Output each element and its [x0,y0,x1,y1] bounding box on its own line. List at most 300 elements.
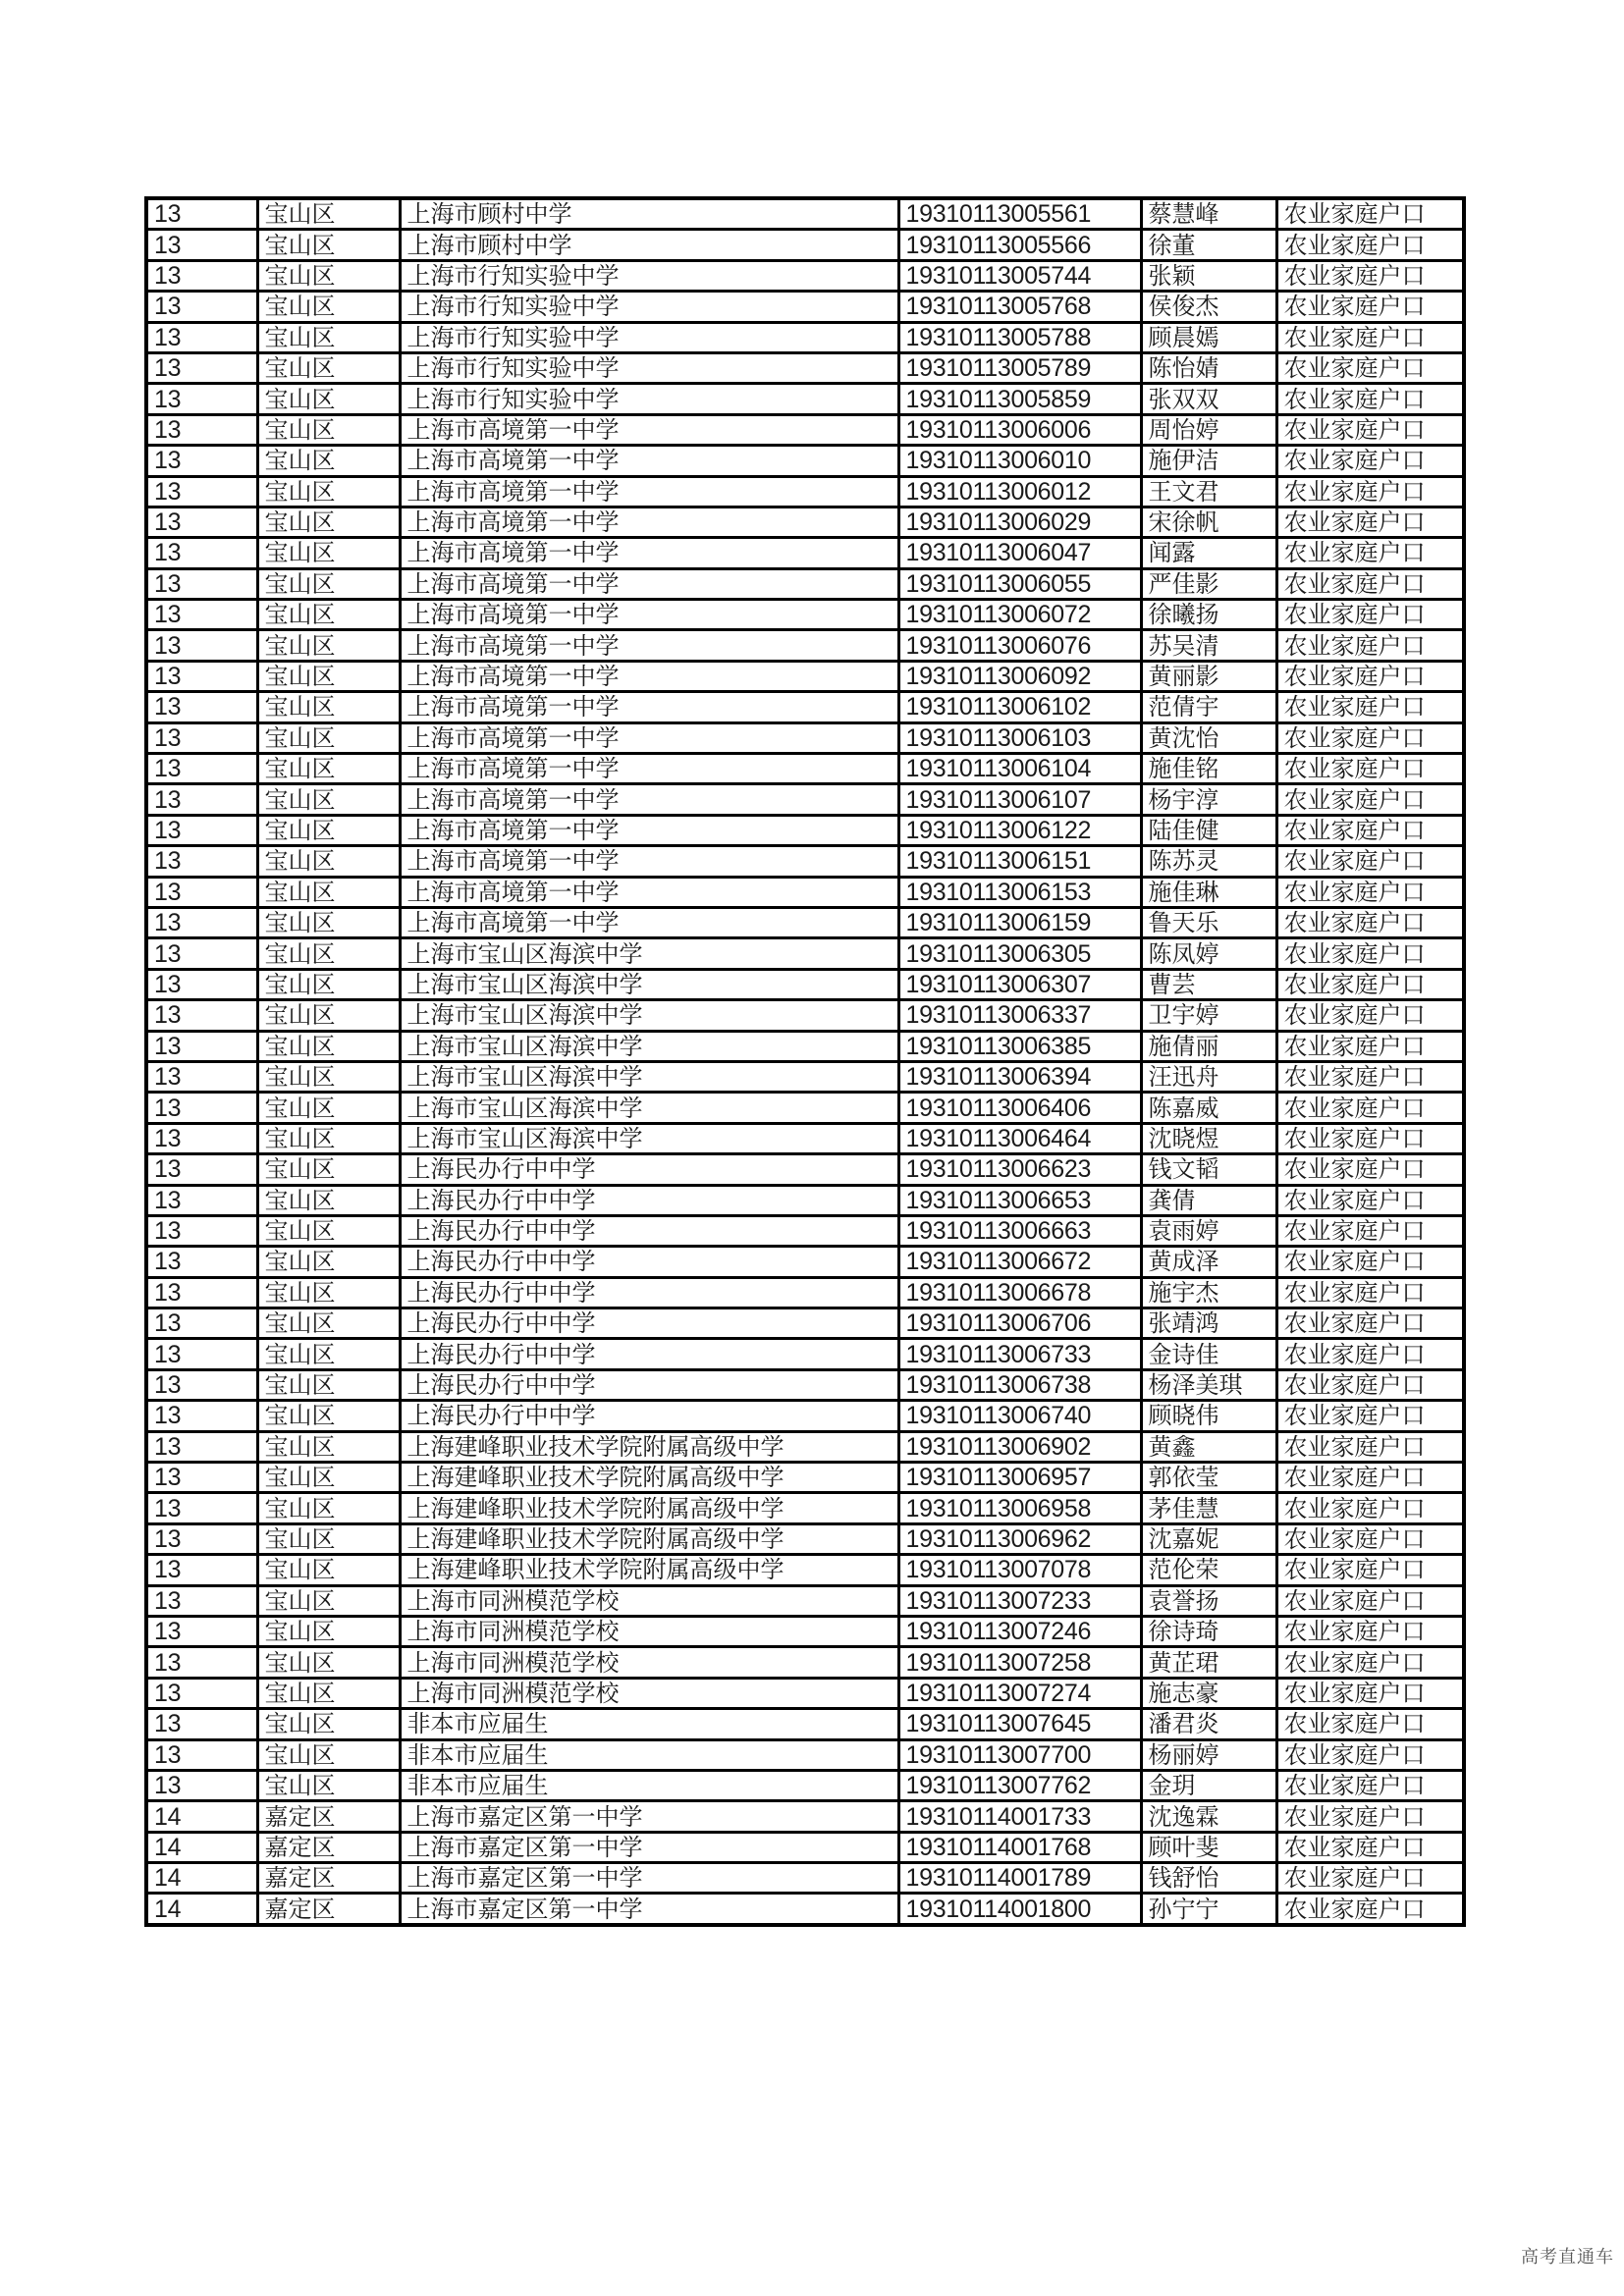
student-name-cell: 黄芷珺 [1141,1647,1276,1678]
exam-id-cell: 19310113007246 [898,1616,1141,1646]
district-code-cell: 13 [146,476,257,507]
student-name-cell: 沈晓煜 [1141,1123,1276,1153]
table-row [146,538,1464,568]
table-row [146,568,1464,599]
hukou-type-cell: 农业家庭户口 [1276,1061,1464,1092]
district-cell: 宝山区 [257,877,400,907]
exam-id-cell: 19310113007700 [898,1739,1141,1770]
student-name-cell: 沈逸霖 [1141,1801,1276,1832]
school-cell: 上海市高境第一中学 [400,815,898,845]
student-name-cell: 潘君炎 [1141,1709,1276,1739]
exam-id-cell: 19310113006151 [898,846,1141,877]
school-cell: 上海市同洲模范学校 [400,1616,898,1646]
hukou-type-cell: 农业家庭户口 [1276,815,1464,845]
exam-id-cell: 19310113006385 [898,1031,1141,1061]
student-name-cell: 鲁天乐 [1141,907,1276,937]
district-code-cell: 13 [146,352,257,383]
student-name-cell: 汪迅舟 [1141,1061,1276,1092]
hukou-type-cell: 农业家庭户口 [1276,1463,1464,1493]
table-row [146,846,1464,877]
exam-id-cell: 19310113006406 [898,1093,1141,1123]
student-name-cell: 徐诗琦 [1141,1616,1276,1646]
roster-body [146,198,1464,1925]
district-cell: 宝山区 [257,1523,400,1554]
exam-id-cell: 19310113006107 [898,784,1141,815]
table-row [146,1647,1464,1678]
district-code-cell: 13 [146,692,257,722]
district-cell: 宝山区 [257,1493,400,1523]
exam-id-cell: 19310113006394 [898,1061,1141,1092]
district-cell: 宝山区 [257,352,400,383]
table-row [146,1308,1464,1339]
district-code-cell: 13 [146,1555,257,1585]
school-cell: 上海市宝山区海滨中学 [400,1061,898,1092]
hukou-type-cell: 农业家庭户口 [1276,1493,1464,1523]
school-cell: 上海市行知实验中学 [400,352,898,383]
school-cell: 上海市高境第一中学 [400,661,898,691]
district-cell: 宝山区 [257,1401,400,1431]
school-cell: 上海市嘉定区第一中学 [400,1894,898,1925]
student-name-cell: 施宇杰 [1141,1277,1276,1308]
student-name-cell: 施倩丽 [1141,1031,1276,1061]
school-cell: 上海市高境第一中学 [400,907,898,937]
district-code-cell: 13 [146,754,257,784]
exam-id-cell: 19310113006653 [898,1185,1141,1215]
school-cell: 上海市嘉定区第一中学 [400,1801,898,1832]
exam-id-cell: 19310113006159 [898,907,1141,937]
table-row [146,754,1464,784]
student-name-cell: 施伊洁 [1141,446,1276,476]
district-cell: 宝山区 [257,1093,400,1123]
district-cell: 宝山区 [257,1585,400,1616]
school-cell: 上海民办行中中学 [400,1339,898,1369]
school-cell: 上海市嘉定区第一中学 [400,1832,898,1862]
table-row [146,1154,1464,1185]
table-row [146,384,1464,414]
district-code-cell: 13 [146,384,257,414]
hukou-type-cell: 农业家庭户口 [1276,322,1464,352]
district-cell: 宝山区 [257,198,400,230]
school-cell: 上海市宝山区海滨中学 [400,1000,898,1031]
student-name-cell: 施志豪 [1141,1678,1276,1708]
school-cell: 上海市行知实验中学 [400,322,898,352]
student-name-cell: 王文君 [1141,476,1276,507]
exam-id-cell: 19310113006733 [898,1339,1141,1369]
hukou-type-cell: 农业家庭户口 [1276,446,1464,476]
table-row [146,1678,1464,1708]
student-name-cell: 严佳影 [1141,568,1276,599]
hukou-type-cell: 农业家庭户口 [1276,1863,1464,1894]
table-row [146,1801,1464,1832]
school-cell: 上海市宝山区海滨中学 [400,969,898,999]
hukou-type-cell: 农业家庭户口 [1276,1308,1464,1339]
student-name-cell: 杨泽美琪 [1141,1369,1276,1400]
school-cell: 上海市宝山区海滨中学 [400,1093,898,1123]
exam-id-cell: 19310113006957 [898,1463,1141,1493]
table-row [146,1123,1464,1153]
school-cell: 上海市高境第一中学 [400,754,898,784]
exam-id-cell: 19310113005788 [898,322,1141,352]
hukou-type-cell: 农业家庭户口 [1276,1093,1464,1123]
hukou-type-cell: 农业家庭户口 [1276,1154,1464,1185]
table-row [146,1863,1464,1894]
exam-id-cell: 19310113005744 [898,260,1141,291]
hukou-type-cell: 农业家庭户口 [1276,1678,1464,1708]
student-name-cell: 宋徐帆 [1141,507,1276,537]
table-row [146,1555,1464,1585]
student-name-cell: 范伦荣 [1141,1555,1276,1585]
district-cell: 宝山区 [257,630,400,661]
table-row [146,1431,1464,1462]
district-cell: 宝山区 [257,1616,400,1646]
district-code-cell: 13 [146,322,257,352]
district-code-cell: 14 [146,1894,257,1925]
district-code-cell: 13 [146,1585,257,1616]
district-cell: 宝山区 [257,1678,400,1708]
hukou-type-cell: 农业家庭户口 [1276,630,1464,661]
district-code-cell: 13 [146,1647,257,1678]
hukou-type-cell: 农业家庭户口 [1276,1401,1464,1431]
district-cell: 宝山区 [257,1031,400,1061]
district-cell: 宝山区 [257,1555,400,1585]
exam-id-cell: 19310113006738 [898,1369,1141,1400]
exam-id-cell: 19310114001789 [898,1863,1141,1894]
exam-id-cell: 19310113006103 [898,722,1141,753]
district-code-cell: 14 [146,1832,257,1862]
student-name-cell: 金诗佳 [1141,1339,1276,1369]
district-cell: 宝山区 [257,600,400,630]
student-name-cell: 张靖鸿 [1141,1308,1276,1339]
district-code-cell: 13 [146,846,257,877]
district-code-cell: 13 [146,1523,257,1554]
hukou-type-cell: 农业家庭户口 [1276,507,1464,537]
exam-id-cell: 19310113006055 [898,568,1141,599]
district-cell: 宝山区 [257,1770,400,1800]
hukou-type-cell: 农业家庭户口 [1276,1215,1464,1246]
table-row [146,969,1464,999]
exam-id-cell: 19310113007258 [898,1647,1141,1678]
district-cell: 嘉定区 [257,1894,400,1925]
table-row [146,815,1464,845]
table-row [146,600,1464,630]
school-cell: 上海市顾村中学 [400,198,898,230]
exam-id-cell: 19310113006012 [898,476,1141,507]
exam-id-cell: 19310113007078 [898,1555,1141,1585]
hukou-type-cell: 农业家庭户口 [1276,1894,1464,1925]
school-cell: 上海民办行中中学 [400,1308,898,1339]
hukou-type-cell: 农业家庭户口 [1276,230,1464,260]
district-code-cell: 13 [146,877,257,907]
student-name-cell: 侯俊杰 [1141,292,1276,322]
student-name-cell: 黄鑫 [1141,1431,1276,1462]
hukou-type-cell: 农业家庭户口 [1276,877,1464,907]
hukou-type-cell: 农业家庭户口 [1276,1555,1464,1585]
district-cell: 宝山区 [257,260,400,291]
hukou-type-cell: 农业家庭户口 [1276,538,1464,568]
student-name-cell: 孙宁宁 [1141,1894,1276,1925]
district-cell: 宝山区 [257,538,400,568]
district-code-cell: 13 [146,446,257,476]
district-code-cell: 13 [146,1154,257,1185]
table-row [146,1000,1464,1031]
hukou-type-cell: 农业家庭户口 [1276,292,1464,322]
student-name-cell: 钱舒怡 [1141,1863,1276,1894]
hukou-type-cell: 农业家庭户口 [1276,1832,1464,1862]
watermark-text: 高考直通车 [1521,2247,1614,2268]
exam-id-cell: 19310113006307 [898,969,1141,999]
district-code-cell: 13 [146,198,257,230]
student-name-cell: 徐董 [1141,230,1276,260]
exam-id-cell: 19310113006153 [898,877,1141,907]
hukou-type-cell: 农业家庭户口 [1276,1431,1464,1462]
district-cell: 宝山区 [257,754,400,784]
district-cell: 宝山区 [257,414,400,445]
district-cell: 宝山区 [257,846,400,877]
district-cell: 宝山区 [257,292,400,322]
district-code-cell: 13 [146,630,257,661]
hukou-type-cell: 农业家庭户口 [1276,692,1464,722]
school-cell: 上海市同洲模范学校 [400,1678,898,1708]
school-cell: 上海市嘉定区第一中学 [400,1863,898,1894]
student-name-cell: 施佳琳 [1141,877,1276,907]
district-code-cell: 13 [146,1061,257,1092]
district-cell: 宝山区 [257,1463,400,1493]
district-code-cell: 13 [146,414,257,445]
school-cell: 上海建峰职业技术学院附属高级中学 [400,1523,898,1554]
exam-id-cell: 19310113006092 [898,661,1141,691]
district-cell: 宝山区 [257,907,400,937]
exam-id-cell: 19310113005561 [898,198,1141,230]
district-code-cell: 13 [146,1770,257,1800]
exam-id-cell: 19310113006010 [898,446,1141,476]
table-row [146,784,1464,815]
student-name-cell: 陈怡婧 [1141,352,1276,383]
district-cell: 宝山区 [257,1339,400,1369]
hukou-type-cell: 农业家庭户口 [1276,784,1464,815]
student-name-cell: 顾晨嫣 [1141,322,1276,352]
student-name-cell: 卫宇婷 [1141,1000,1276,1031]
table-row [146,1739,1464,1770]
exam-id-cell: 19310114001800 [898,1894,1141,1925]
school-cell: 上海市高境第一中学 [400,600,898,630]
exam-id-cell: 19310113007233 [898,1585,1141,1616]
school-cell: 上海市高境第一中学 [400,846,898,877]
hukou-type-cell: 农业家庭户口 [1276,1585,1464,1616]
student-name-cell: 曹芸 [1141,969,1276,999]
school-cell: 上海民办行中中学 [400,1369,898,1400]
table-row [146,1770,1464,1800]
table-row [146,322,1464,352]
district-cell: 宝山区 [257,476,400,507]
district-code-cell: 13 [146,938,257,969]
table-row [146,230,1464,260]
school-cell: 上海建峰职业技术学院附属高级中学 [400,1493,898,1523]
district-cell: 宝山区 [257,969,400,999]
district-code-cell: 13 [146,538,257,568]
exam-id-cell: 19310113006076 [898,630,1141,661]
table-row [146,1185,1464,1215]
district-cell: 宝山区 [257,1369,400,1400]
district-cell: 宝山区 [257,1709,400,1739]
exam-id-cell: 19310113006672 [898,1247,1141,1277]
student-name-cell: 黄沈怡 [1141,722,1276,753]
student-name-cell: 龚倩 [1141,1185,1276,1215]
district-code-cell: 13 [146,815,257,845]
exam-id-cell: 19310113005566 [898,230,1141,260]
district-code-cell: 13 [146,1709,257,1739]
student-name-cell: 范倩宇 [1141,692,1276,722]
district-code-cell: 13 [146,507,257,537]
exam-id-cell: 19310113006958 [898,1493,1141,1523]
district-code-cell: 13 [146,1277,257,1308]
table-row [146,414,1464,445]
student-name-cell: 袁誉扬 [1141,1585,1276,1616]
student-name-cell: 施佳铭 [1141,754,1276,784]
school-cell: 上海民办行中中学 [400,1154,898,1185]
table-row [146,446,1464,476]
exam-id-cell: 19310113006740 [898,1401,1141,1431]
hukou-type-cell: 农业家庭户口 [1276,1031,1464,1061]
hukou-type-cell: 农业家庭户口 [1276,1709,1464,1739]
hukou-type-cell: 农业家庭户口 [1276,1339,1464,1369]
school-cell: 上海民办行中中学 [400,1185,898,1215]
district-cell: 宝山区 [257,1061,400,1092]
student-name-cell: 陈凤婷 [1141,938,1276,969]
district-cell: 宝山区 [257,1431,400,1462]
district-code-cell: 13 [146,907,257,937]
school-cell: 上海民办行中中学 [400,1215,898,1246]
exam-id-cell: 19310113006623 [898,1154,1141,1185]
district-code-cell: 13 [146,230,257,260]
exam-id-cell: 19310113006102 [898,692,1141,722]
district-code-cell: 13 [146,1493,257,1523]
hukou-type-cell: 农业家庭户口 [1276,600,1464,630]
student-name-cell: 顾晓伟 [1141,1401,1276,1431]
hukou-type-cell: 农业家庭户口 [1276,568,1464,599]
table-row [146,722,1464,753]
district-code-cell: 13 [146,784,257,815]
district-cell: 宝山区 [257,1123,400,1153]
student-name-cell: 钱文韬 [1141,1154,1276,1185]
school-cell: 上海市高境第一中学 [400,476,898,507]
school-cell: 上海民办行中中学 [400,1277,898,1308]
exam-id-cell: 19310113006464 [898,1123,1141,1153]
district-code-cell: 13 [146,1093,257,1123]
district-cell: 宝山区 [257,1647,400,1678]
district-code-cell: 13 [146,1401,257,1431]
student-name-cell: 张颖 [1141,260,1276,291]
district-code-cell: 13 [146,661,257,691]
exam-id-cell: 19310113006047 [898,538,1141,568]
school-cell: 上海市高境第一中学 [400,414,898,445]
exam-id-cell: 19310113005859 [898,384,1141,414]
student-name-cell: 沈嘉妮 [1141,1523,1276,1554]
hukou-type-cell: 农业家庭户口 [1276,476,1464,507]
hukou-type-cell: 农业家庭户口 [1276,260,1464,291]
exam-id-cell: 19310113007645 [898,1709,1141,1739]
school-cell: 上海市同洲模范学校 [400,1585,898,1616]
student-name-cell: 金玥 [1141,1770,1276,1800]
table-row [146,1832,1464,1862]
table-row [146,938,1464,969]
table-row [146,260,1464,291]
school-cell: 上海市宝山区海滨中学 [400,1123,898,1153]
table-row [146,1093,1464,1123]
district-code-cell: 13 [146,1247,257,1277]
school-cell: 上海市宝山区海滨中学 [400,1031,898,1061]
district-code-cell: 13 [146,1739,257,1770]
district-cell: 宝山区 [257,1739,400,1770]
district-cell: 宝山区 [257,1000,400,1031]
district-code-cell: 13 [146,292,257,322]
school-cell: 非本市应届生 [400,1709,898,1739]
hukou-type-cell: 农业家庭户口 [1276,722,1464,753]
table-row [146,1523,1464,1554]
district-cell: 宝山区 [257,815,400,845]
hukou-type-cell: 农业家庭户口 [1276,907,1464,937]
student-name-cell: 黄丽影 [1141,661,1276,691]
hukou-type-cell: 农业家庭户口 [1276,1000,1464,1031]
exam-id-cell: 19310113006663 [898,1215,1141,1246]
student-name-cell: 陈嘉威 [1141,1093,1276,1123]
district-cell: 宝山区 [257,1185,400,1215]
hukou-type-cell: 农业家庭户口 [1276,1770,1464,1800]
exam-id-cell: 19310113006678 [898,1277,1141,1308]
school-cell: 上海建峰职业技术学院附属高级中学 [400,1431,898,1462]
exam-id-cell: 19310113006337 [898,1000,1141,1031]
school-cell: 上海市高境第一中学 [400,722,898,753]
hukou-type-cell: 农业家庭户口 [1276,1369,1464,1400]
school-cell: 上海市高境第一中学 [400,692,898,722]
school-cell: 非本市应届生 [400,1739,898,1770]
table-row [146,1616,1464,1646]
hukou-type-cell: 农业家庭户口 [1276,938,1464,969]
table-row [146,1369,1464,1400]
table-row [146,352,1464,383]
district-cell: 宝山区 [257,1215,400,1246]
exam-id-cell: 19310113006706 [898,1308,1141,1339]
exam-id-cell: 19310113005789 [898,352,1141,383]
hukou-type-cell: 农业家庭户口 [1276,1801,1464,1832]
hukou-type-cell: 农业家庭户口 [1276,352,1464,383]
student-name-cell: 陈苏灵 [1141,846,1276,877]
district-cell: 嘉定区 [257,1863,400,1894]
district-cell: 宝山区 [257,1308,400,1339]
district-cell: 宝山区 [257,661,400,691]
exam-id-cell: 19310113006104 [898,754,1141,784]
student-name-cell: 黄成泽 [1141,1247,1276,1277]
table-row [146,1277,1464,1308]
school-cell: 上海市同洲模范学校 [400,1647,898,1678]
hukou-type-cell: 农业家庭户口 [1276,1523,1464,1554]
table-row [146,1339,1464,1369]
student-name-cell: 袁雨婷 [1141,1215,1276,1246]
table-row [146,1709,1464,1739]
table-row [146,1585,1464,1616]
exam-id-cell: 19310113005768 [898,292,1141,322]
district-code-cell: 13 [146,568,257,599]
school-cell: 上海建峰职业技术学院附属高级中学 [400,1555,898,1585]
table-row [146,661,1464,691]
hukou-type-cell: 农业家庭户口 [1276,198,1464,230]
hukou-type-cell: 农业家庭户口 [1276,661,1464,691]
district-code-cell: 13 [146,969,257,999]
student-name-cell: 闻露 [1141,538,1276,568]
hukou-type-cell: 农业家庭户口 [1276,1277,1464,1308]
district-cell: 宝山区 [257,568,400,599]
district-cell: 宝山区 [257,230,400,260]
student-name-cell: 陆佳健 [1141,815,1276,845]
